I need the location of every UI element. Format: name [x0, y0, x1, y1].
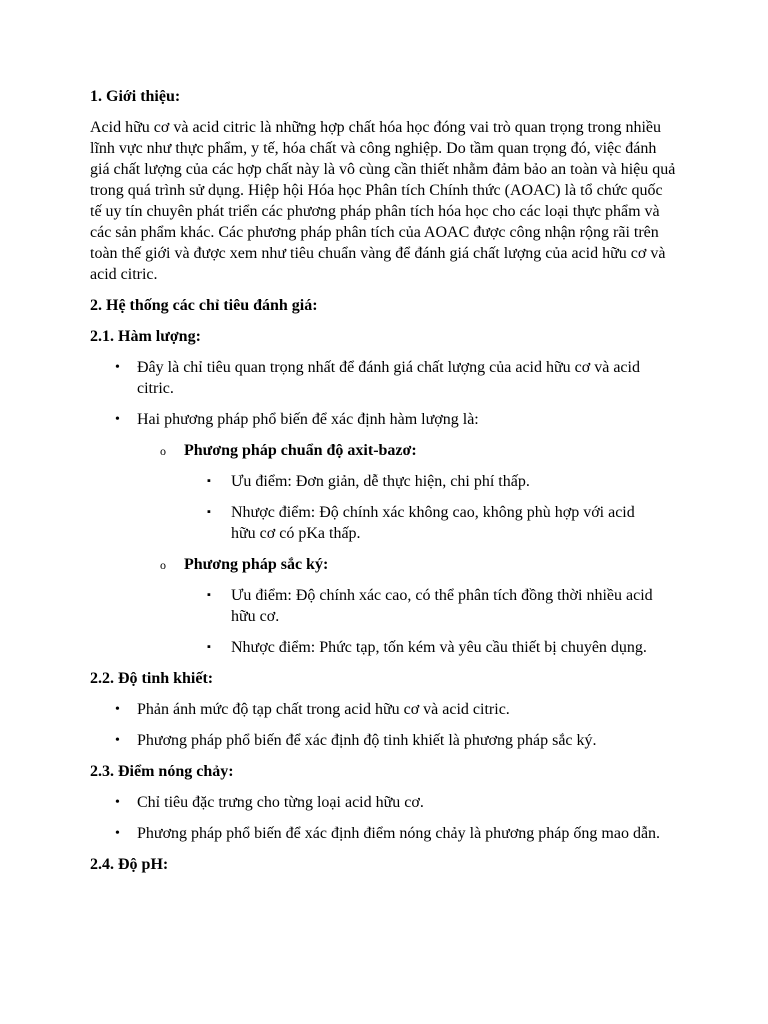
intro-paragraph: Acid hữu cơ và acid citric là những hợp chất hóa học đóng vai trò quan trọng trong nhiều lĩnh vực như thực phẩm, y tế, hóa chất và công nghiệp. Do tầm quan trọng đó, việc đánh giá chất lượng của các hợp chất này là vô cùng cần thiết nhằm đảm bảo an toàn và hiệu quả trong quá trình sử dụng. Hiệp hội Hóa học Phân tích Chính thức (AOAC) là tổ chức quốc tế uy tín chuyên phát triển các phương pháp phân tích hóa học cho các loại thực phẩm và các sản phẩm khác. Các phương pháp phân tích của AOAC được công nhận rộng rãi trên toàn thế giới và được xem như tiêu chuẩn vàng để đánh giá chất lượng của acid hữu cơ và acid citric.: [90, 119, 676, 283]
list-item-text: Phương pháp phổ biến để xác định độ tinh khiết là phương pháp sắc ký.: [137, 732, 597, 749]
method-title: Phương pháp sắc ký:: [184, 556, 329, 573]
section-2-1-heading: 2.1. Hàm lượng:: [90, 328, 201, 345]
detail-item: [90, 471, 655, 492]
method-item: [90, 554, 674, 658]
section-2-1-list: [90, 357, 690, 658]
section-2-3-heading: 2.3. Điểm nóng chảy:: [90, 763, 234, 780]
detail-item: [90, 637, 655, 658]
list-item: [90, 357, 674, 399]
list-item-text: Đây là chỉ tiêu quan trọng nhất để đánh giá chất lượng của acid hữu cơ và acid citric.: [137, 359, 640, 397]
square-bullet-icon: ▪: [207, 589, 211, 601]
detail-text: Nhược điểm: Độ chính xác không cao, không phù hợp với acid hữu cơ có pKa thấp.: [231, 504, 635, 542]
list-item: [90, 730, 674, 751]
method-details-list: [184, 471, 674, 544]
bullet-icon: •: [115, 412, 120, 427]
methods-list: [137, 440, 674, 658]
circle-bullet-icon: o: [160, 558, 166, 572]
detail-text: Nhược điểm: Phức tạp, tốn kém và yêu cầu thiết bị chuyên dụng.: [231, 639, 647, 656]
detail-text: Ưu điểm: Đơn giản, dễ thực hiện, chi phí thấp.: [231, 473, 530, 490]
method-details-list: [184, 585, 674, 658]
square-bullet-icon: ▪: [207, 475, 211, 487]
section-2-2-heading: 2.2. Độ tinh khiết:: [90, 670, 214, 687]
list-item: [90, 823, 674, 844]
square-bullet-icon: ▪: [207, 641, 211, 653]
circle-bullet-icon: o: [160, 444, 166, 458]
list-item-text: Chỉ tiêu đặc trưng cho từng loại acid hữu cơ.: [137, 794, 424, 811]
document-page: [90, 86, 690, 885]
section-2-4-heading: 2.4. Độ pH:: [90, 856, 169, 873]
list-item-text: Hai phương pháp phổ biến để xác định hàm lượng là:: [137, 411, 479, 428]
section-1-heading: 1. Giới thiệu:: [90, 88, 181, 105]
bullet-icon: •: [115, 733, 120, 748]
bullet-icon: •: [115, 360, 120, 375]
detail-text: Ưu điểm: Độ chính xác cao, có thể phân tích đồng thời nhiều acid hữu cơ.: [231, 587, 653, 625]
bullet-icon: •: [115, 826, 120, 841]
list-item: [90, 699, 674, 720]
list-item-text: Phản ánh mức độ tạp chất trong acid hữu cơ và acid citric.: [137, 701, 510, 718]
bullet-icon: •: [115, 702, 120, 717]
detail-item: [90, 502, 655, 544]
bullet-icon: •: [115, 795, 120, 810]
list-item-text: Phương pháp phổ biến để xác định điểm nóng chảy là phương pháp ống mao dẫn.: [137, 825, 661, 842]
square-bullet-icon: ▪: [207, 506, 211, 518]
section-2-heading: 2. Hệ thống các chỉ tiêu đánh giá:: [90, 297, 318, 314]
list-item: [90, 792, 674, 813]
method-title: Phương pháp chuẩn độ axit-bazơ:: [184, 442, 417, 459]
section-2-3-list: [90, 792, 690, 844]
detail-item: [90, 585, 655, 627]
list-item: [90, 409, 674, 658]
method-item: [90, 440, 674, 544]
section-2-2-list: [90, 699, 690, 751]
